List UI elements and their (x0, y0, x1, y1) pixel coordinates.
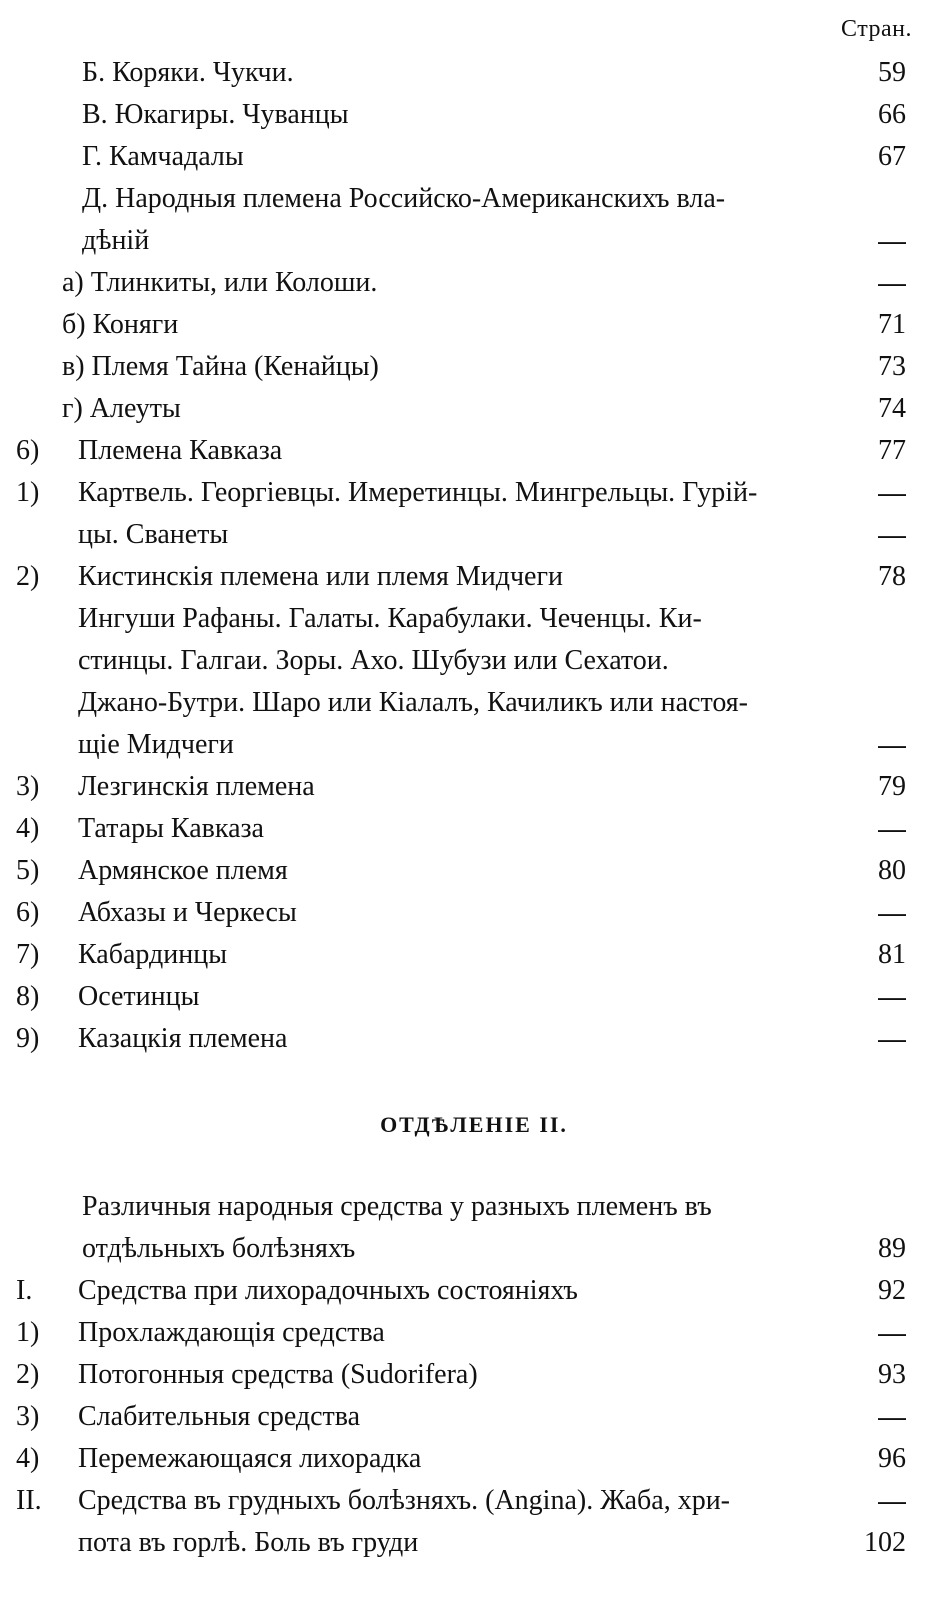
entry-number: 5) (16, 855, 40, 886)
entry-page-number: 67 (878, 141, 906, 172)
entry-page-number: 74 (878, 393, 906, 424)
entry-title: Д. Народныя племена Российско-Американскихъ вла- (82, 183, 726, 214)
entry-number: 1) (16, 1317, 40, 1348)
entry-title: Татары Кавказа (78, 813, 264, 844)
entry-page-number: 77 (878, 435, 906, 466)
entry-title: Армянское племя (78, 855, 288, 886)
entry-title: б) Коняги (62, 309, 179, 340)
entry-page-number: 78 (878, 561, 906, 592)
toc-entry (16, 1228, 906, 1270)
entry-page-number: 59 (878, 57, 906, 88)
entry-page-number: 73 (878, 351, 906, 382)
entry-page-number: — (878, 897, 906, 928)
toc-entry (16, 598, 906, 640)
entry-page-number: 81 (878, 939, 906, 970)
toc-entry (16, 640, 906, 682)
entry-page-number: — (878, 729, 906, 760)
toc-entry (16, 976, 906, 1018)
entry-title: Слабительныя средства (78, 1401, 361, 1432)
entry-page-number: 80 (878, 855, 906, 886)
toc-entry (16, 808, 906, 850)
toc-entry (16, 892, 906, 934)
toc-entry (16, 766, 906, 808)
entry-title: Потогонныя средства (Sudorifera) (78, 1359, 478, 1390)
entry-title: дѣній (82, 225, 150, 256)
entry-page-number: 71 (878, 309, 906, 340)
entry-title: Средства въ грудныхъ болѣзняхъ. (Angina). Жаба, хри- (78, 1485, 730, 1516)
entry-title: щіе Мидчеги (78, 729, 234, 760)
toc-entry (16, 136, 906, 178)
entry-page-number: — (878, 813, 906, 844)
entry-title: в) Племя Тайна (Кенайцы) (62, 351, 379, 382)
toc-entry (16, 220, 906, 262)
toc-entry (16, 346, 906, 388)
entry-page-number: — (878, 1023, 906, 1054)
entry-page-number: 102 (864, 1527, 906, 1558)
entry-title: Племена Кавказа (78, 435, 283, 466)
entry-title: Лезгинскія племена (78, 771, 315, 802)
entry-title: Б. Коряки. Чукчи. (82, 57, 294, 88)
section-heading: ОТДѢЛЕНІЕ II. (380, 1112, 568, 1137)
entry-page-number: 96 (878, 1443, 906, 1474)
entry-title: Прохлаждающія средства (78, 1317, 385, 1348)
entry-title: Картвель. Георгіевцы. Имеретинцы. Мингрельцы. Гурій- (78, 477, 758, 508)
entry-number: 8) (16, 981, 40, 1012)
entry-number: 6) (16, 897, 40, 928)
toc-entry (16, 514, 906, 556)
entry-title: пота въ горлѣ. Боль въ груди (78, 1527, 419, 1558)
entry-number: 6) (16, 435, 40, 466)
toc-entry (16, 1396, 906, 1438)
entry-title: В. Юкагиры. Чуванцы (82, 99, 349, 130)
toc-entry (16, 724, 906, 766)
entry-page-number: — (878, 267, 906, 298)
toc-entry (16, 1438, 906, 1480)
toc-entry (16, 1018, 906, 1060)
entry-title: Перемежающаяся лихорадка (78, 1443, 422, 1474)
toc-entry (16, 388, 906, 430)
toc-entry (16, 94, 906, 136)
entry-page-number: 66 (878, 99, 906, 130)
entry-number: 2) (16, 1359, 40, 1390)
toc-entry (16, 304, 906, 346)
entry-title: а) Тлинкиты, или Колоши. (62, 267, 378, 298)
entry-title: Джано-Бутри. Шаро или Кіалалъ, Качиликъ или настоя- (78, 687, 749, 718)
entry-number: 9) (16, 1023, 40, 1054)
entry-number: 4) (16, 813, 40, 844)
entry-title: Кистинскія племена или племя Мидчеги (78, 561, 563, 592)
entry-title: Ингуши Рафаны. Галаты. Карабулаки. Чеченцы. Ки- (78, 603, 702, 634)
entry-title: отдѣльныхъ болѣзняхъ (82, 1233, 356, 1264)
toc-entry (16, 682, 906, 724)
entry-page-number: — (878, 1401, 906, 1432)
entry-title: Осетинцы (78, 981, 200, 1012)
toc-entry (16, 178, 906, 220)
entry-page-number: 89 (878, 1233, 906, 1264)
toc-entry (16, 1354, 906, 1396)
entry-number: 7) (16, 939, 40, 970)
entry-number: 3) (16, 771, 40, 802)
entry-number: II. (16, 1485, 42, 1516)
toc-entry (16, 1270, 906, 1312)
toc-entry (16, 52, 906, 94)
entry-title: Казацкія племена (78, 1023, 288, 1054)
entry-title: стинцы. Галгаи. Зоры. Ахо. Шубузи или Сехатои. (78, 645, 669, 676)
entry-number: 2) (16, 561, 40, 592)
entry-page-number: — (878, 1317, 906, 1348)
entry-page-number: — (878, 225, 906, 256)
page-column-header: Стран. (841, 16, 912, 42)
entry-page-number: — (878, 981, 906, 1012)
entry-title: г) Алеуты (62, 393, 181, 424)
entry-title: Абхазы и Черкесы (78, 897, 297, 928)
entry-number: I. (16, 1275, 33, 1306)
entry-number: 3) (16, 1401, 40, 1432)
entry-number: 4) (16, 1443, 40, 1474)
toc-entry (16, 262, 906, 304)
toc-entry (16, 1522, 906, 1564)
toc-entry (16, 556, 906, 598)
toc-entry (16, 472, 906, 514)
toc-entry (16, 1480, 906, 1522)
entry-title: цы. Сванеты (78, 519, 229, 550)
entry-title: Средства при лихорадочныхъ состояніяхъ (78, 1275, 578, 1306)
entry-number: 1) (16, 477, 40, 508)
entry-title: Различныя народныя средства у разныхъ племенъ въ (82, 1191, 712, 1222)
toc-entry (16, 1312, 906, 1354)
entry-page-number: — (878, 519, 906, 550)
entry-page-number: — (878, 477, 906, 508)
toc-entry (16, 934, 906, 976)
entry-title: Г. Камчадалы (82, 141, 244, 172)
toc-entry (16, 430, 906, 472)
entry-title: Кабардинцы (78, 939, 228, 970)
entry-page-number: 79 (878, 771, 906, 802)
toc-entry (16, 1186, 906, 1228)
toc-entry (16, 850, 906, 892)
entry-page-number: 93 (878, 1359, 906, 1390)
entry-page-number: 92 (878, 1275, 906, 1306)
entry-page-number: — (878, 1485, 906, 1516)
